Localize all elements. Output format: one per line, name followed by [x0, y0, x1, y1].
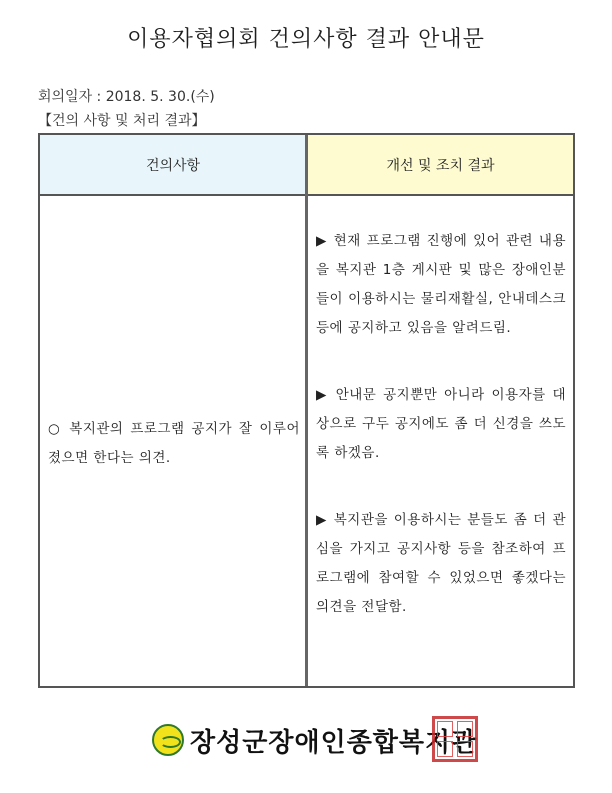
suggestion-text: ○ 복지관의 프로그램 공지가 잘 이루어졌으면 한다는 의견.	[48, 421, 300, 466]
result-list	[316, 227, 566, 660]
organization-name: 장성군장애인종합복지관	[190, 728, 478, 758]
section-heading: 【건의 사항 및 처리 결과】	[38, 113, 206, 129]
meeting-date: 회의일자 : 2018. 5. 30.(수)	[38, 89, 215, 105]
header-result: 개선 및 조치 결과	[308, 135, 573, 196]
result-item: ▶ 안내문 공지뿐만 아니라 이용자를 대상으로 구두 공지에도 좀 더 신경을 쓰도록 하겠음.	[316, 387, 566, 461]
column-divider	[305, 135, 308, 686]
organization-logo-icon	[152, 724, 184, 756]
header-suggestion: 건의사항	[40, 135, 306, 196]
result-item: ▶ 현재 프로그램 진행에 있어 관련 내용을 복지관 1층 게시판 및 많은 장애인분들이 이용하시는 물리재활실, 안내데스크 등에 공지하고 있음을 알려드림.	[316, 233, 566, 336]
footer	[0, 716, 612, 776]
document-title: 이용자협의회 건의사항 결과 안내문	[127, 27, 485, 52]
official-seal-icon	[432, 716, 478, 762]
results-table	[38, 133, 575, 688]
result-item: ▶ 복지관을 이용하시는 분들도 좀 더 관심을 가지고 공지사항 등을 참조하여 프로그램에 참여할 수 있었으면 좋겠다는 의견을 전달함.	[316, 512, 566, 615]
